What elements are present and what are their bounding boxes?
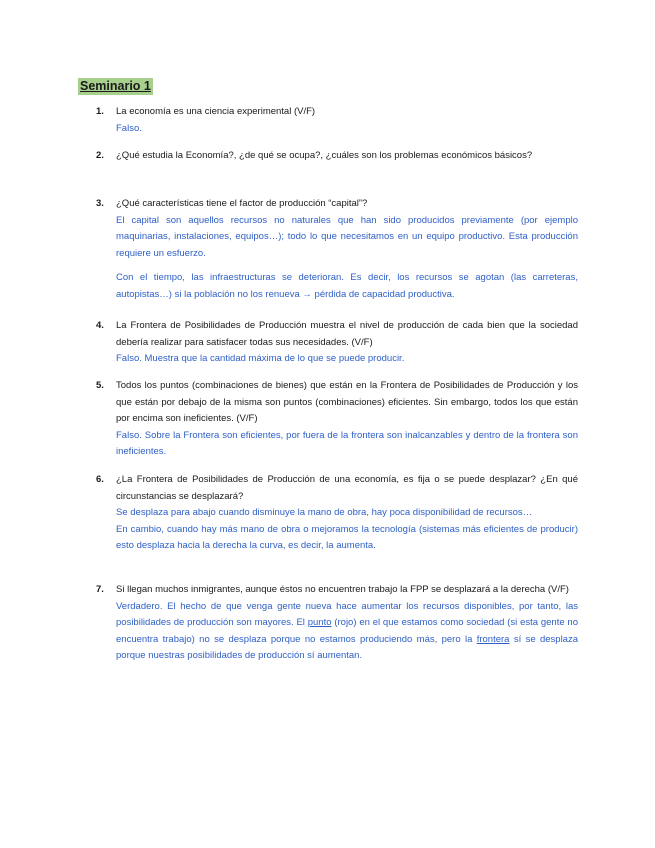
answer-text: Con el tiempo, las infraestructuras se deterioran. Es decir, los recursos se agotan (las carreteras, autopistas…) si la población no los renueva → pérdida de capacidad productiva. <box>116 272 578 300</box>
answer-text: En cambio, cuando hay más mano de obra o mejoramos la tecnología (sistemas más eficientes de producir) esto desplaza hacia la derecha la curva, es decir, la aumenta. <box>116 523 578 551</box>
question-text: ¿Qué estudia la Economía?, ¿de qué se ocupa?, ¿cuáles son los problemas económicos básicos? <box>116 150 533 161</box>
question-number: 1. <box>96 106 104 117</box>
underlined-word-frontera: frontera <box>476 633 510 645</box>
answer-text: Falso. Muestra que la cantidad máxima de lo que se puede producir. <box>116 353 405 364</box>
underlined-word-punto: punto <box>307 617 332 628</box>
question-number: 7. <box>96 584 104 595</box>
question-5 <box>96 378 578 461</box>
answer-text: El capital son aquellos recursos no naturales que han sido producidos previamente (por ejemplo maquinarias, instalaciones, equipos…); todo lo que necesitamos en un equipo productivo. Esta producción requiere un esfuerzo. <box>116 214 578 259</box>
question-6 <box>96 472 578 555</box>
question-number: 6. <box>96 474 104 485</box>
question-number: 5. <box>96 380 104 391</box>
answer-text <box>116 599 578 665</box>
question-4 <box>96 318 578 368</box>
answer-part: Verdadero. El hecho de que venga gente nueva hace aumentar los recursos disponibles, por tanto, las posibilidades de producción son mayores. El <box>116 600 578 628</box>
question-text: La economía es una ciencia experimental (V/F) <box>116 106 316 117</box>
answer-text: Falso. Sobre la Frontera son eficientes, por fuera de la frontera son inalcanzables y dentro de la frontera son ineficientes. <box>116 429 578 457</box>
question-text: ¿La Frontera de Posibilidades de Producción de una economía, es fija o se puede desplazar? ¿En qué circunstancias se desplazará? <box>116 474 578 502</box>
question-3 <box>96 196 578 303</box>
question-number: 3. <box>96 198 104 209</box>
question-text: Si llegan muchos inmigrantes, aunque éstos no encuentren trabajo la FPP se desplazará a la derecha (V/F) <box>116 584 569 595</box>
question-2 <box>96 148 578 165</box>
question-number: 2. <box>96 150 104 161</box>
page-title: Seminario 1 <box>80 79 151 93</box>
question-1 <box>96 104 578 137</box>
question-number: 4. <box>96 320 104 331</box>
answer-part: (rojo) en el que estamos como sociedad (si esta gente no encuentra trabajo) no se desplaza porque no estamos produciendo más, pero la <box>116 617 579 645</box>
answer-text: Falso. <box>116 122 142 134</box>
question-7 <box>96 582 578 665</box>
question-text: Todos los puntos (combinaciones de bienes) que están en la Frontera de Posibilidades de Producción y los que están por debajo de la misma son puntos (combinaciones) eficientes. Sin embargo, todos los que están por encima son ineficientes. (V/F) <box>116 380 578 424</box>
question-text: La Frontera de Posibilidades de Producción muestra el nivel de producción de cada bien que la sociedad debería realizar para satisfacer todas sus necesidades. (V/F) <box>116 320 578 348</box>
question-text: ¿Qué características tiene el factor de producción “capital”? <box>116 198 368 209</box>
answer-text: Se desplaza para abajo cuando disminuye la mano de obra, hay poca disponibilidad de recursos… <box>116 507 533 518</box>
answer-part: sí se desplaza porque nuestras posibilidades de producción sí aumentan. <box>116 633 578 661</box>
